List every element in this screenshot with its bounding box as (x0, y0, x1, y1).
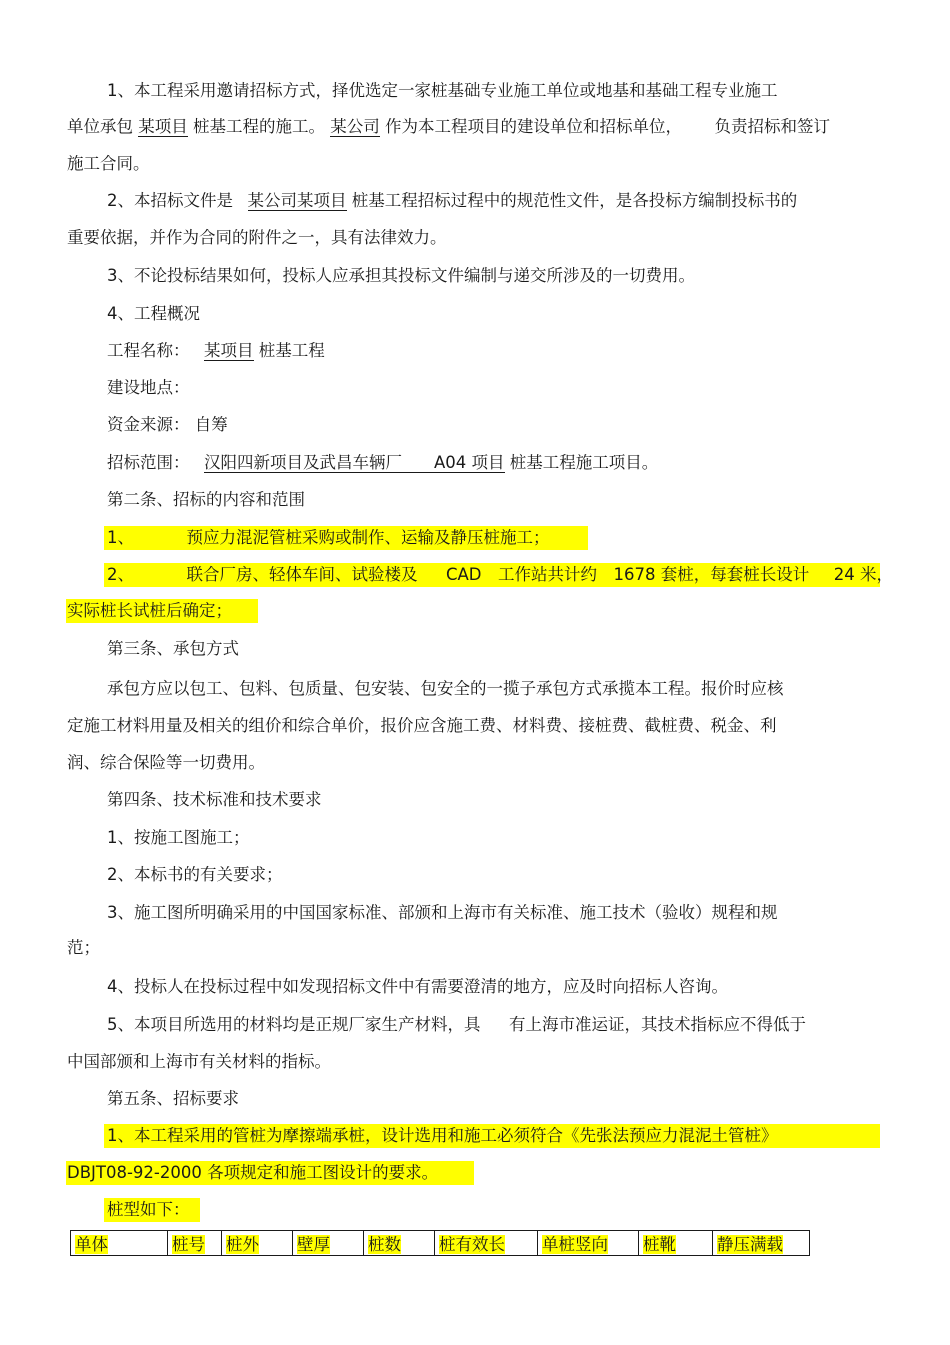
article-2-title: 第二条、招标的内容和范围 (107, 490, 305, 509)
scope-row (107, 452, 658, 474)
project-name-value: 某项目 (204, 341, 254, 360)
project-name-underlined: 某项目 (138, 117, 188, 136)
article-3-line-2: 定施工材料用量及相关的组价和综合单价，报价应含施工费、材料费、接桩费、截桩费、税金、利 (67, 716, 777, 735)
site-row: 建设地点： (107, 378, 190, 397)
table-header-row (71, 1231, 810, 1256)
text: 5、本项目所选用的材料均是正规厂家生产材料，具 (107, 1015, 481, 1034)
company-name-underlined: 某公司 (330, 117, 380, 136)
article-4-title: 第四条、技术标准和技术要求 (107, 790, 322, 809)
label: 工程名称： (107, 341, 190, 360)
text: 负责招标和签订 (714, 117, 830, 136)
text: 联合厂房、轻体车间、试验楼及 (186, 565, 418, 584)
text: 桩基工程招标过程中的规范性文件，是各投标方编制投标书的 (351, 191, 798, 210)
article-3-title: 第三条、承包方式 (107, 639, 239, 658)
value: 自筹 (194, 415, 228, 434)
para-1-line-2 (67, 116, 830, 138)
article-4-item-1: 1、按施工图施工； (107, 828, 250, 847)
text: 预应力混泥管桩采购或制作、运输及静压桩施工； (186, 528, 550, 547)
th-static-full-load: 静压满载 (713, 1231, 810, 1256)
pile-table (70, 1230, 810, 1256)
article-4-item-4: 4、投标人在投标过程中如发现招标文件中有需要澄清的地方，应及时向招标人咨询。 (107, 977, 728, 996)
th-single-pile-vertical: 单桩竖向 (538, 1231, 639, 1256)
th-pile-shoe: 桩靴 (639, 1231, 713, 1256)
th-wall-thickness: 壁厚 (293, 1231, 364, 1256)
th-pile-no: 桩号 (168, 1231, 222, 1256)
article-2-item-1 (107, 527, 550, 549)
num: 1、 (107, 528, 134, 547)
fund-row (107, 414, 228, 436)
article-4-item-3: 3、施工图所明确采用的中国国家标准、部颁和上海市有关标准、施工技术（验收）规程和规 (107, 903, 778, 922)
article-2-item-2-line-2: 实际桩长试桩后确定； (67, 601, 232, 620)
article-5-item-1: 1、本工程采用的管桩为摩擦端承桩，设计选用和施工必须符合《先张法预应力混泥土管桩》 (107, 1126, 778, 1145)
article-3-line-1: 承包方应以包工、包料、包质量、包安装、包安全的一揽子承包方式承揽本工程。报价时应核 (107, 679, 784, 698)
company-project-underlined: 某公司某项目 (247, 191, 347, 210)
th-pile-outer: 桩外 (222, 1231, 293, 1256)
text: 桩基工程的施工。 (193, 117, 325, 136)
project-overview-title: 4、工程概况 (107, 304, 200, 323)
para-3: 3、不论投标结果如何，投标人应承担其投标文件编制与递交所涉及的一切费用。 (107, 266, 695, 285)
para-2-line-1 (107, 190, 797, 212)
article-4-item-5 (107, 1014, 806, 1036)
label: 招标范围： (107, 453, 190, 472)
text: 工作站共计约 (498, 565, 598, 584)
article-4-item-3-line-2: 范； (67, 938, 100, 957)
article-5-item-1-line-2: DBJT08-92-2000 各项规定和施工图设计的要求。 (67, 1163, 439, 1182)
text: 作为本工程项目的建设单位和招标单位， (385, 117, 682, 136)
article-4-item-5-line-2: 中国部颁和上海市有关材料的指标。 (67, 1052, 331, 1071)
text: 桩基工程 (258, 341, 325, 360)
para-1-line-3: 施工合同。 (67, 154, 150, 173)
text: CAD (446, 565, 482, 584)
article-3-line-3: 润、综合保险等一切费用。 (67, 753, 265, 772)
para-2-line-2: 重要依据，并作为合同的附件之一，具有法律效力。 (67, 228, 447, 247)
article-4-item-2: 2、本标书的有关要求； (107, 865, 283, 884)
article-2-item-2 (107, 564, 893, 586)
num: 2、 (107, 565, 134, 584)
text: 1678 (613, 565, 656, 584)
pile-types-label: 桩型如下： (107, 1200, 190, 1219)
text: 单位承包 (67, 117, 133, 136)
label: 资金来源： (107, 415, 190, 434)
text: 米， (860, 565, 894, 584)
para-1-line-1: 1、本工程采用邀请招标方式，择优选定一家桩基础专业施工单位或地基和基础工程专业施工 (107, 81, 778, 100)
text: 2、本招标文件是 (107, 191, 233, 210)
th-effective-length: 桩有效长 (435, 1231, 538, 1256)
article-5-title: 第五条、招标要求 (107, 1089, 239, 1108)
project-name-row (107, 340, 325, 362)
scope-value: 汉阳四新项目及武昌车辆厂 A04 项目 (204, 453, 505, 472)
th-unit: 单体 (71, 1231, 168, 1256)
text: 24 (833, 565, 855, 584)
text: 套桩，每套桩长设计 (660, 565, 810, 584)
text: 有上海市准运证，其技术指标应不得低于 (509, 1015, 806, 1034)
th-pile-count: 桩数 (364, 1231, 435, 1256)
text: 桩基工程施工项目。 (509, 453, 659, 472)
